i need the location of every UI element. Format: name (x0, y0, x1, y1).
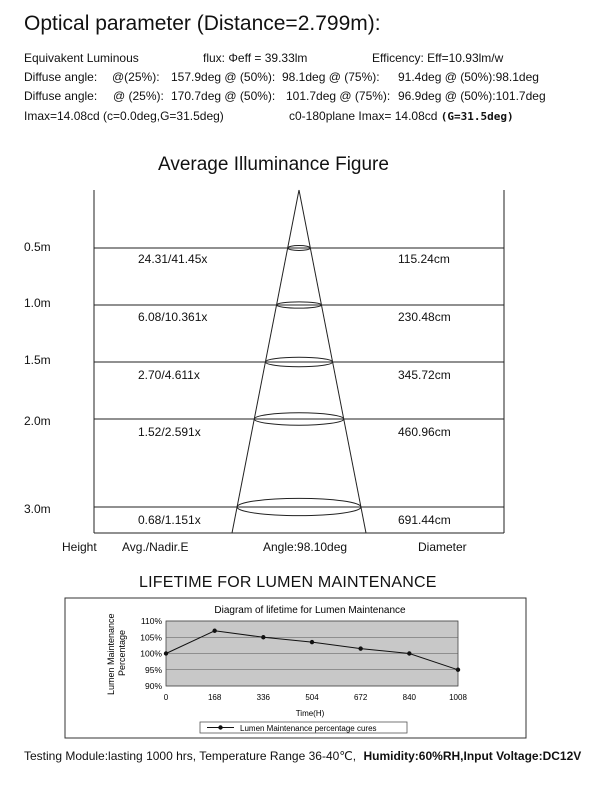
data-point (164, 651, 168, 655)
lifetime-chart-title: Diagram of lifetime for Lumen Maintenance (214, 605, 406, 616)
avg-value-4: 0.68/1.151x (138, 513, 201, 527)
optical-title: Optical parameter (Distance=2.799m): (24, 12, 381, 35)
flux-value: flux: Φeff = 39.33lm (203, 51, 308, 65)
y-tick-label: 110% (140, 616, 162, 626)
x-tick-label: 168 (207, 693, 222, 702)
data-point (212, 629, 216, 633)
imax-value: Imax=14.08cd (c=0.0deg,G=31.5deg) (24, 109, 224, 123)
c0-plane-gamma: (G=31.5deg) (440, 110, 514, 123)
data-point (310, 640, 314, 644)
lifetime-title: LIFETIME FOR LUMEN MAINTENANCE (139, 574, 437, 591)
footer-conditions: Testing Module:lasting 1000 hrs, Temperature Range 36-40℃, (24, 749, 357, 763)
avg-value-0: 24.31/41.45x (138, 252, 208, 266)
diffuse-1-a: @(25%): (112, 70, 160, 84)
data-point (456, 668, 460, 672)
illuminance-title: Average Illuminance Figure (158, 154, 389, 175)
height-label-2: 1.5m (24, 353, 51, 367)
y-axis-label-line2: Percentage (117, 629, 127, 677)
diffuse-1-c: 98.1deg @ (75%): (282, 70, 380, 84)
diffuse-2-b: 170.7deg @ (50%): (171, 89, 276, 103)
height-label-1: 1.0m (24, 296, 51, 310)
legend-label: Lumen Maintenance percentage cures (240, 724, 377, 733)
diameter-value-1: 230.48cm (398, 310, 451, 324)
legend-marker (218, 725, 222, 729)
diameter-value-3: 460.96cm (398, 425, 451, 439)
data-point (407, 651, 411, 655)
height-label-3: 2.0m (24, 414, 51, 428)
diameter-value-2: 345.72cm (398, 368, 451, 382)
avg-value-1: 6.08/10.361x (138, 310, 208, 324)
luminous-label: Equivakent Luminous (24, 51, 139, 65)
x-axis-label: Time(H) (295, 709, 325, 718)
y-tick-label: 100% (140, 648, 162, 659)
y-tick-label: 105% (140, 632, 162, 643)
header-diameter: Diameter (418, 540, 467, 554)
diffuse-label-2: Diffuse angle: (24, 89, 98, 103)
header-angle: Angle:98.10deg (263, 540, 348, 554)
header-avg: Avg./Nadir.E (122, 540, 189, 554)
data-point (261, 635, 265, 639)
x-tick-label: 672 (353, 693, 368, 702)
header-height: Height (62, 540, 97, 554)
avg-value-2: 2.70/4.611x (138, 368, 200, 382)
diameter-value-0: 115.24cm (398, 252, 450, 266)
x-tick-label: 1008 (449, 693, 467, 702)
x-tick-label: 840 (402, 693, 417, 702)
diffuse-1-b: 157.9deg @ (50%): (171, 70, 276, 84)
diffuse-2-c: 101.7deg @ (75%): (286, 89, 391, 103)
height-label-0: 0.5m (24, 240, 51, 254)
x-tick-label: 504 (305, 693, 319, 702)
diffuse-2-d: 96.9deg @ (50%):101.7deg (398, 89, 546, 103)
diffuse-2-a: @ (25%): (113, 89, 164, 103)
efficiency-value: Efficency: Eff=10.93lm/w (372, 51, 504, 65)
avg-value-3: 1.52/2.591x (138, 425, 201, 439)
diameter-value-4: 691.44cm (398, 513, 451, 527)
y-tick-label: 90% (144, 681, 162, 691)
footer-humidity-voltage: Humidity:60%RH,Input Voltage:DC12V (363, 749, 582, 763)
y-tick-label: 95% (144, 664, 162, 675)
c0-plane-imax-text: c0-180plane Imax= 14.08cd (289, 109, 438, 123)
diffuse-1-d: 91.4deg @ (50%):98.1deg (398, 70, 539, 84)
data-point (358, 646, 362, 650)
diffuse-label-1: Diffuse angle: (24, 70, 98, 84)
lifetime-footer (24, 749, 581, 763)
height-label-4: 3.0m (24, 502, 51, 516)
x-tick-label: 0 (163, 693, 169, 702)
x-tick-label: 336 (256, 693, 271, 702)
y-axis-label-line1: Lumen Maintenance (106, 613, 116, 696)
